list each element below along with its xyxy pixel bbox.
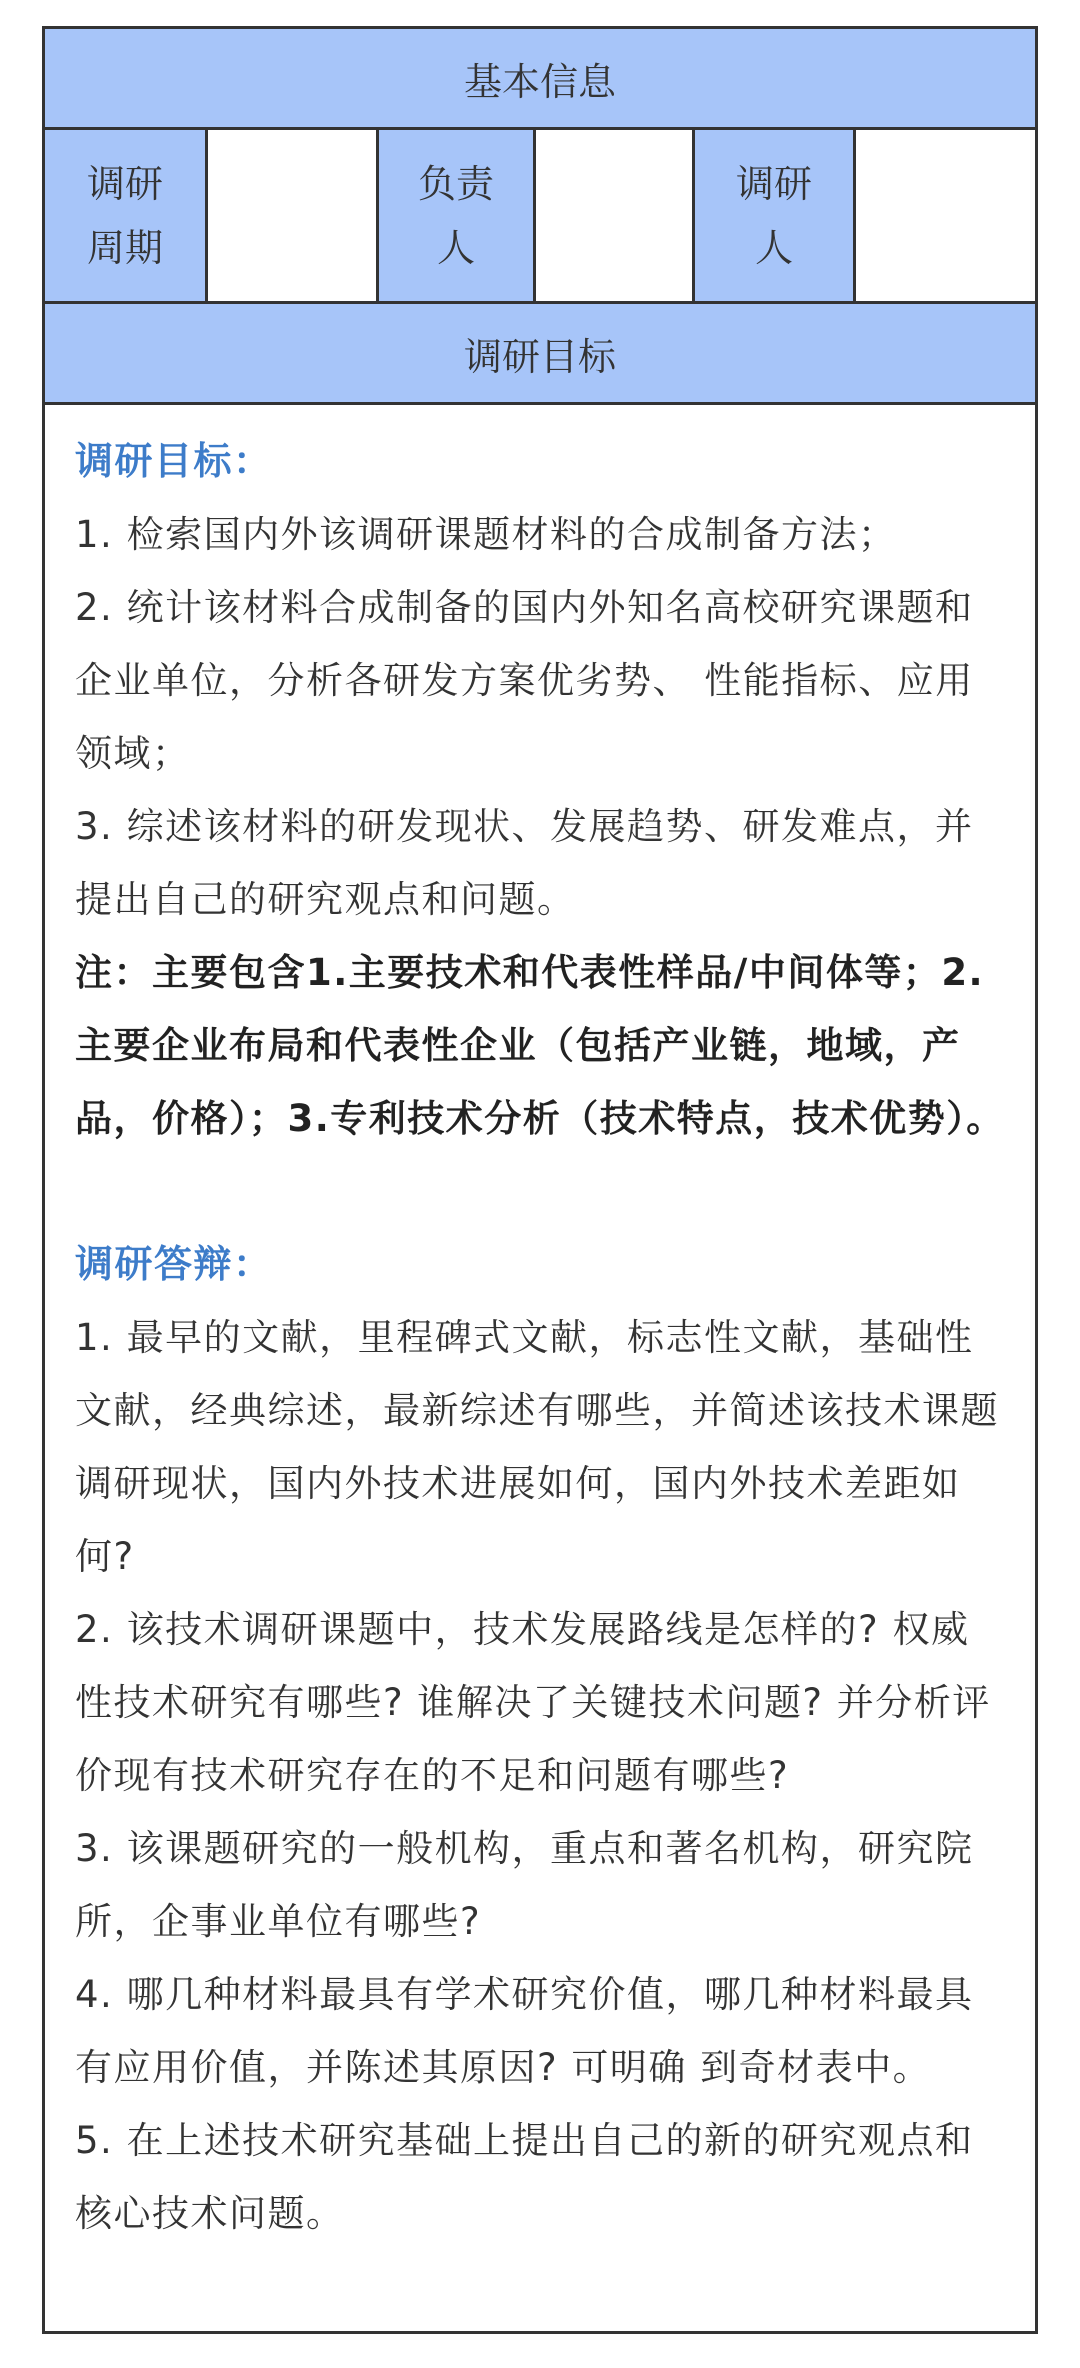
basic-info-title: 基本信息 [463,59,616,104]
goals-title: 调研目标： [75,439,273,483]
owner-label: 负责 人 [379,130,536,301]
goal-item-1: 1. 检索国内外该调研课题材料的合成制备方法； [75,513,897,556]
goal-note: 注：主要包含1.主要技术和代表性样品/中间体等；2.主要企业布局和代表性企业（包括产业链，地域，产品，价格）；3.专利技术分析（技术特点，技术优势）。 [75,951,1005,1140]
content-body [45,405,1035,2250]
defense-item-1: 1. 最早的文献，里程碑式文献，标志性文献，基础性文献，经典综述，最新综述有哪些，并简述该技术课题调研现状，国内外技术进展如何，国内外技术差距如何? [75,1316,999,1578]
goal-header [45,304,1035,405]
goal-item-2: 2. 统计该材料合成制备的国内外知名高校研究课题和企业单位，分析各研发方案优劣势、 性能指标、应用领域； [75,586,974,775]
defense-item-5: 5. 在上述技术研究基础上提出自己的新的研究观点和核心技术问题。 [75,2119,974,2235]
basic-info-row [45,130,1035,304]
period-value[interactable] [208,130,379,301]
goal-item-3: 3. 综述该材料的研发现状、发展趋势、研发难点，并提出自己的研究观点和问题。 [75,805,974,921]
period-label: 调研 周期 [45,130,208,301]
goal-header-title: 调研目标 [463,334,616,379]
defense-item-2: 2. 该技术调研课题中，技术发展路线是怎样的? 权威性技术研究有哪些? 谁解决了关键技术问题? 并分析评价现有技术研究存在的不足和问题有哪些? [75,1608,991,1797]
defense-item-3: 3. 该课题研究的一般机构，重点和著名机构，研究院所，企事业单位有哪些? [75,1827,974,1943]
owner-value[interactable] [536,130,695,301]
researcher-label: 调研 人 [695,130,856,301]
section-spacer [75,1155,1005,1228]
researcher-value[interactable] [856,130,1035,301]
survey-form-table [42,26,1038,2334]
basic-info-header [45,29,1035,130]
defense-item-4: 4. 哪几种材料最具有学术研究价值，哪几种材料最具有应用价值，并陈述其原因? 可明确 到奇材表中。 [75,1973,974,2089]
defense-title: 调研答辩： [75,1242,273,1286]
